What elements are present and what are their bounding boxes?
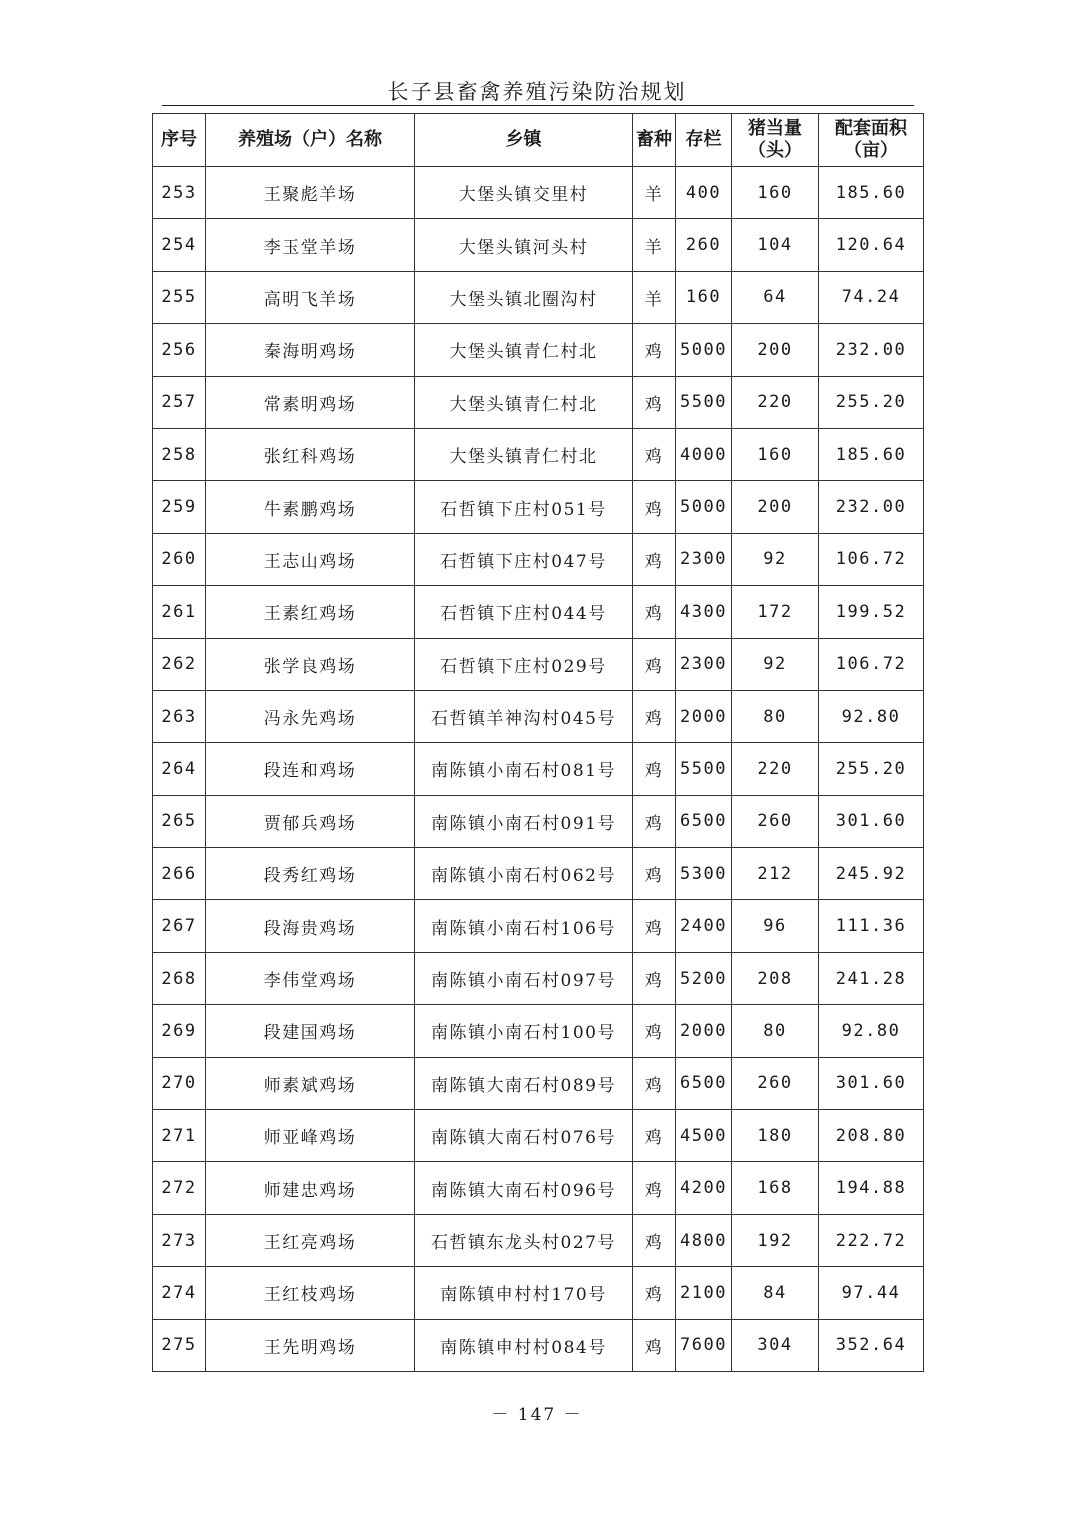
cell-index: 262	[153, 638, 206, 690]
cell-township: 南陈镇大南石村089号	[415, 1057, 633, 1109]
cell-species: 鸡	[633, 743, 676, 795]
cell-species: 鸡	[633, 795, 676, 847]
cell-farm-name: 王素红鸡场	[206, 586, 415, 638]
cell-stock: 260	[676, 219, 732, 271]
table-row	[153, 743, 924, 795]
table-row	[153, 638, 924, 690]
cell-index: 271	[153, 1110, 206, 1162]
cell-index: 269	[153, 1005, 206, 1057]
cell-species: 鸡	[633, 533, 676, 585]
cell-pig-equivalent: 220	[732, 743, 819, 795]
cell-index: 272	[153, 1162, 206, 1214]
cell-index: 253	[153, 167, 206, 219]
cell-stock: 4500	[676, 1110, 732, 1162]
cell-pig-equivalent: 172	[732, 586, 819, 638]
cell-matching-area: 301.60	[819, 795, 924, 847]
cell-pig-equivalent: 180	[732, 1110, 819, 1162]
cell-matching-area: 199.52	[819, 586, 924, 638]
cell-township: 大堡头镇北圈沟村	[415, 271, 633, 323]
document-title: 长子县畜禽养殖污染防治规划	[387, 80, 687, 104]
cell-pig-equivalent: 260	[732, 1057, 819, 1109]
cell-index: 266	[153, 848, 206, 900]
table-row	[153, 1110, 924, 1162]
cell-species: 鸡	[633, 638, 676, 690]
cell-stock: 5300	[676, 848, 732, 900]
table-row	[153, 1319, 924, 1371]
cell-index: 257	[153, 376, 206, 428]
table-row	[153, 586, 924, 638]
cell-stock: 2300	[676, 638, 732, 690]
cell-farm-name: 王红枝鸡场	[206, 1267, 415, 1319]
cell-pig-equivalent: 160	[732, 167, 819, 219]
cell-matching-area: 106.72	[819, 638, 924, 690]
cell-matching-area: 241.28	[819, 952, 924, 1004]
cell-township: 大堡头镇河头村	[415, 219, 633, 271]
cell-stock: 2000	[676, 690, 732, 742]
cell-farm-name: 高明飞羊场	[206, 271, 415, 323]
cell-farm-name: 冯永先鸡场	[206, 690, 415, 742]
cell-matching-area: 92.80	[819, 690, 924, 742]
cell-index: 255	[153, 271, 206, 323]
cell-index: 273	[153, 1214, 206, 1266]
col-header-index: 序号	[153, 114, 206, 167]
cell-farm-name: 师亚峰鸡场	[206, 1110, 415, 1162]
cell-species: 鸡	[633, 952, 676, 1004]
table-row	[153, 1214, 924, 1266]
table-row	[153, 324, 924, 376]
cell-township: 石哲镇下庄村029号	[415, 638, 633, 690]
cell-index: 261	[153, 586, 206, 638]
cell-stock: 6500	[676, 795, 732, 847]
cell-index: 270	[153, 1057, 206, 1109]
cell-matching-area: 232.00	[819, 481, 924, 533]
cell-stock: 5000	[676, 324, 732, 376]
cell-pig-equivalent: 96	[732, 900, 819, 952]
cell-stock: 4800	[676, 1214, 732, 1266]
table-row	[153, 167, 924, 219]
cell-index: 259	[153, 481, 206, 533]
cell-species: 羊	[633, 271, 676, 323]
cell-matching-area: 245.92	[819, 848, 924, 900]
cell-township: 南陈镇小南石村100号	[415, 1005, 633, 1057]
cell-stock: 5500	[676, 376, 732, 428]
cell-species: 鸡	[633, 848, 676, 900]
col-header-matching-area: 配套面积（亩）	[819, 114, 924, 167]
cell-township: 南陈镇小南石村106号	[415, 900, 633, 952]
cell-farm-name: 师建忠鸡场	[206, 1162, 415, 1214]
cell-farm-name: 王志山鸡场	[206, 533, 415, 585]
cell-matching-area: 301.60	[819, 1057, 924, 1109]
cell-species: 鸡	[633, 1005, 676, 1057]
cell-species: 羊	[633, 219, 676, 271]
col-header-pig-equivalent: 猪当量（头）	[732, 114, 819, 167]
table-row	[153, 1005, 924, 1057]
cell-index: 268	[153, 952, 206, 1004]
cell-species: 羊	[633, 167, 676, 219]
cell-farm-name: 李玉堂羊场	[206, 219, 415, 271]
cell-stock: 7600	[676, 1319, 732, 1371]
cell-farm-name: 常素明鸡场	[206, 376, 415, 428]
cell-index: 260	[153, 533, 206, 585]
cell-farm-name: 贾郁兵鸡场	[206, 795, 415, 847]
cell-species: 鸡	[633, 1162, 676, 1214]
cell-matching-area: 106.72	[819, 533, 924, 585]
cell-pig-equivalent: 304	[732, 1319, 819, 1371]
cell-species: 鸡	[633, 900, 676, 952]
cell-index: 265	[153, 795, 206, 847]
cell-matching-area: 255.20	[819, 743, 924, 795]
cell-farm-name: 王聚彪羊场	[206, 167, 415, 219]
cell-matching-area: 208.80	[819, 1110, 924, 1162]
table-row	[153, 900, 924, 952]
cell-index: 264	[153, 743, 206, 795]
table-row	[153, 795, 924, 847]
table-row	[153, 533, 924, 585]
col-header-stock: 存栏	[676, 114, 732, 167]
cell-stock: 160	[676, 271, 732, 323]
cell-stock: 2300	[676, 533, 732, 585]
table-row	[153, 1057, 924, 1109]
table-row	[153, 376, 924, 428]
cell-township: 南陈镇小南石村062号	[415, 848, 633, 900]
cell-pig-equivalent: 92	[732, 638, 819, 690]
cell-pig-equivalent: 104	[732, 219, 819, 271]
cell-pig-equivalent: 80	[732, 1005, 819, 1057]
cell-township: 大堡头镇交里村	[415, 167, 633, 219]
cell-matching-area: 232.00	[819, 324, 924, 376]
cell-township: 石哲镇下庄村051号	[415, 481, 633, 533]
cell-index: 275	[153, 1319, 206, 1371]
cell-township: 大堡头镇青仁村北	[415, 376, 633, 428]
cell-matching-area: 74.24	[819, 271, 924, 323]
cell-township: 石哲镇羊神沟村045号	[415, 690, 633, 742]
cell-farm-name: 段连和鸡场	[206, 743, 415, 795]
table-row	[153, 481, 924, 533]
cell-stock: 2000	[676, 1005, 732, 1057]
cell-farm-name: 王红亮鸡场	[206, 1214, 415, 1266]
cell-farm-name: 张红科鸡场	[206, 428, 415, 480]
cell-stock: 5000	[676, 481, 732, 533]
cell-species: 鸡	[633, 324, 676, 376]
cell-species: 鸡	[633, 690, 676, 742]
cell-matching-area: 185.60	[819, 428, 924, 480]
cell-species: 鸡	[633, 1319, 676, 1371]
cell-farm-name: 牛素鹏鸡场	[206, 481, 415, 533]
cell-stock: 4000	[676, 428, 732, 480]
table-row	[153, 1162, 924, 1214]
col-header-farm-name: 养殖场（户）名称	[206, 114, 415, 167]
cell-stock: 2100	[676, 1267, 732, 1319]
table-row	[153, 848, 924, 900]
page-number: － 147 －	[491, 1405, 583, 1425]
cell-matching-area: 185.60	[819, 167, 924, 219]
col-header-township: 乡镇	[415, 114, 633, 167]
cell-pig-equivalent: 64	[732, 271, 819, 323]
table-row	[153, 271, 924, 323]
table-row	[153, 1267, 924, 1319]
cell-farm-name: 李伟堂鸡场	[206, 952, 415, 1004]
cell-matching-area: 194.88	[819, 1162, 924, 1214]
cell-farm-name: 王先明鸡场	[206, 1319, 415, 1371]
cell-township: 大堡头镇青仁村北	[415, 428, 633, 480]
cell-pig-equivalent: 208	[732, 952, 819, 1004]
cell-stock: 6500	[676, 1057, 732, 1109]
cell-pig-equivalent: 168	[732, 1162, 819, 1214]
table-header-row	[153, 114, 924, 167]
cell-matching-area: 255.20	[819, 376, 924, 428]
cell-matching-area: 352.64	[819, 1319, 924, 1371]
cell-pig-equivalent: 220	[732, 376, 819, 428]
cell-farm-name: 段海贵鸡场	[206, 900, 415, 952]
cell-species: 鸡	[633, 376, 676, 428]
cell-pig-equivalent: 84	[732, 1267, 819, 1319]
table-row	[153, 690, 924, 742]
cell-index: 274	[153, 1267, 206, 1319]
table-body	[153, 167, 924, 1372]
cell-index: 256	[153, 324, 206, 376]
cell-pig-equivalent: 80	[732, 690, 819, 742]
cell-farm-name: 段秀红鸡场	[206, 848, 415, 900]
cell-matching-area: 222.72	[819, 1214, 924, 1266]
cell-pig-equivalent: 260	[732, 795, 819, 847]
cell-farm-name: 师素斌鸡场	[206, 1057, 415, 1109]
col-header-species: 畜种	[633, 114, 676, 167]
cell-township: 南陈镇小南石村091号	[415, 795, 633, 847]
cell-farm-name: 秦海明鸡场	[206, 324, 415, 376]
cell-index: 263	[153, 690, 206, 742]
cell-index: 267	[153, 900, 206, 952]
cell-stock: 5200	[676, 952, 732, 1004]
cell-township: 南陈镇大南石村096号	[415, 1162, 633, 1214]
cell-township: 南陈镇申村村170号	[415, 1267, 633, 1319]
cell-farm-name: 段建国鸡场	[206, 1005, 415, 1057]
cell-matching-area: 120.64	[819, 219, 924, 271]
cell-species: 鸡	[633, 1214, 676, 1266]
cell-stock: 5500	[676, 743, 732, 795]
cell-pig-equivalent: 192	[732, 1214, 819, 1266]
cell-township: 南陈镇小南石村081号	[415, 743, 633, 795]
cell-pig-equivalent: 92	[732, 533, 819, 585]
table-row	[153, 428, 924, 480]
cell-pig-equivalent: 200	[732, 324, 819, 376]
cell-township: 石哲镇下庄村047号	[415, 533, 633, 585]
cell-stock: 400	[676, 167, 732, 219]
cell-pig-equivalent: 200	[732, 481, 819, 533]
cell-index: 254	[153, 219, 206, 271]
cell-township: 南陈镇大南石村076号	[415, 1110, 633, 1162]
cell-matching-area: 97.44	[819, 1267, 924, 1319]
cell-species: 鸡	[633, 1267, 676, 1319]
cell-stock: 2400	[676, 900, 732, 952]
cell-species: 鸡	[633, 428, 676, 480]
cell-matching-area: 111.36	[819, 900, 924, 952]
table-row	[153, 219, 924, 271]
cell-matching-area: 92.80	[819, 1005, 924, 1057]
cell-pig-equivalent: 212	[732, 848, 819, 900]
cell-township: 石哲镇下庄村044号	[415, 586, 633, 638]
cell-stock: 4200	[676, 1162, 732, 1214]
cell-index: 258	[153, 428, 206, 480]
cell-township: 南陈镇小南石村097号	[415, 952, 633, 1004]
table-row	[153, 952, 924, 1004]
cell-township: 大堡头镇青仁村北	[415, 324, 633, 376]
cell-species: 鸡	[633, 586, 676, 638]
cell-farm-name: 张学良鸡场	[206, 638, 415, 690]
cell-township: 南陈镇申村村084号	[415, 1319, 633, 1371]
cell-township: 石哲镇东龙头村027号	[415, 1214, 633, 1266]
livestock-farm-table	[152, 113, 924, 1372]
header-rule	[162, 105, 914, 106]
cell-stock: 4300	[676, 586, 732, 638]
cell-species: 鸡	[633, 1057, 676, 1109]
cell-pig-equivalent: 160	[732, 428, 819, 480]
cell-species: 鸡	[633, 481, 676, 533]
cell-species: 鸡	[633, 1110, 676, 1162]
